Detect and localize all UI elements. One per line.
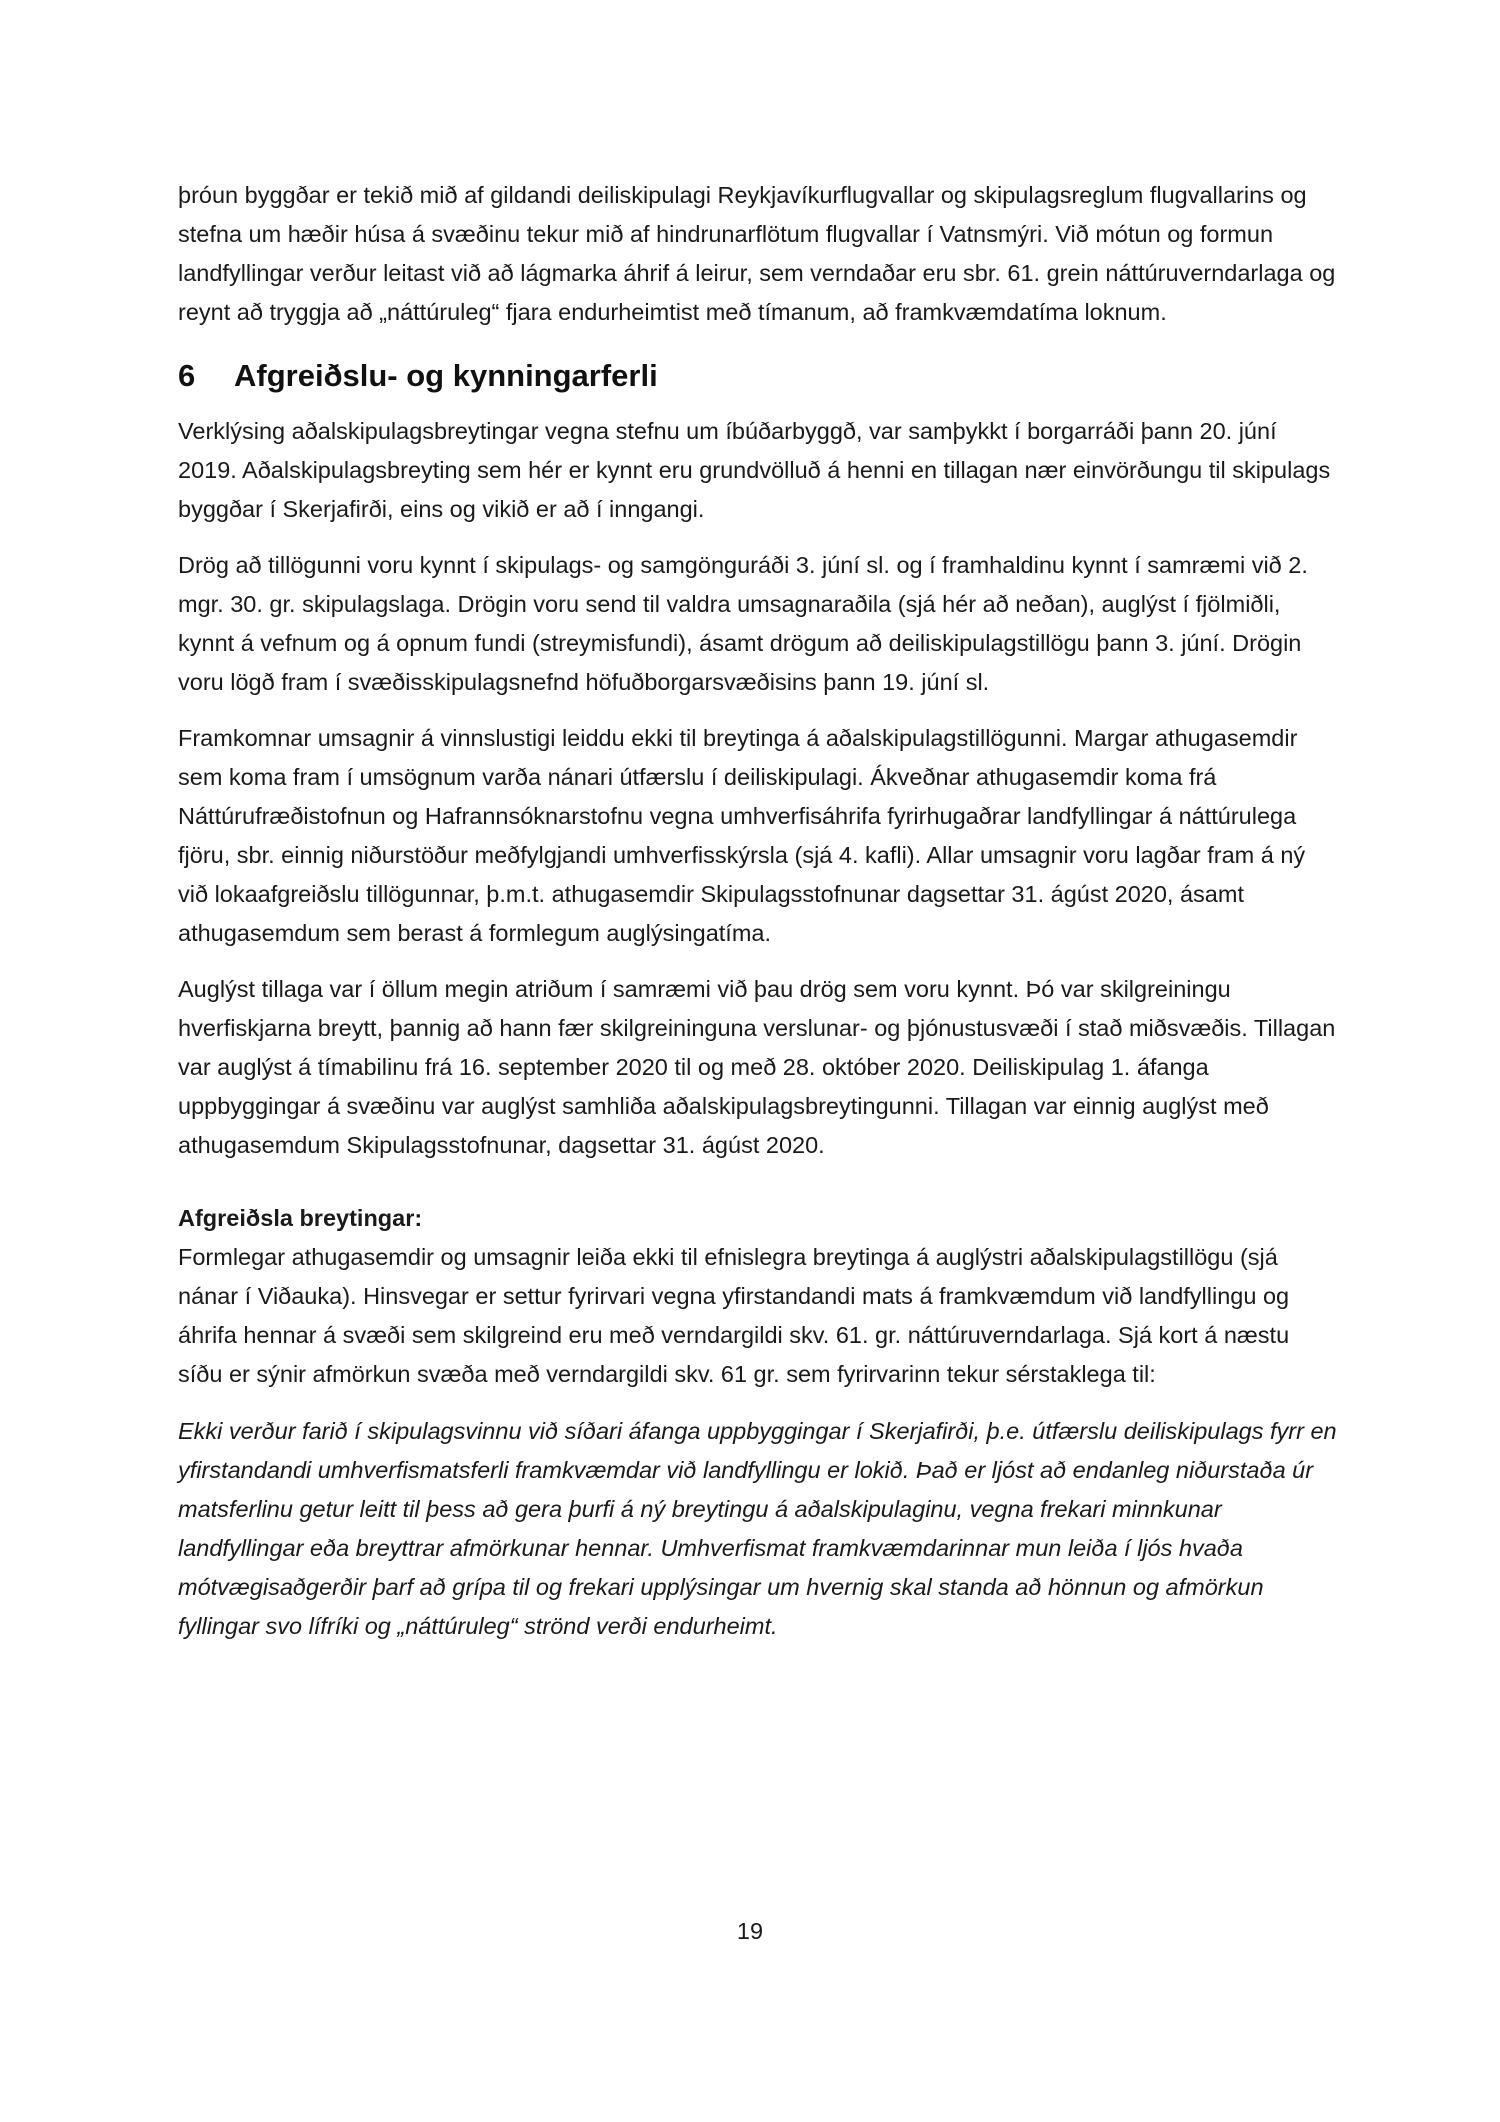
section-paragraph: Verklýsing aðalskipulagsbreytingar vegna stefnu um íbúðarbyggð, var samþykkt í borgarráði þann 20. júní 2019. Aðalskipulagsbreyting sem hér er kynnt eru grundvölluð á henni en tillagan nær einvörðungu til skipulags byggðar í Skerjafirði, eins og vikið er að í inngangi.: [178, 418, 1331, 522]
subsection-paragraph: Formlegar athugasemdir og umsagnir leiða ekki til efnislegra breytinga á auglýstri aðalskipulagstillögu (sjá nánar í Viðauka). Hinsvegar er settur fyrirvari vegna yfirstandandi mats á framkvæmdum við landfyllingu og áhrifa hennar á svæði sem skilgreind eru með verndargildi skv. 61. gr. náttúruverndarlaga. Sjá kort á næstu síðu er sýnir afmörkun svæða með verndargildi skv. 61 gr. sem fyrirvarinn tekur sérstaklega til:: [178, 1244, 1290, 1387]
intro-paragraph: þróun byggðar er tekið mið af gildandi deiliskipulagi Reykjavíkurflugvallar og skipulagsreglum flugvallarins og stefna um hæðir húsa á svæðinu tekur mið af hindrunarflötum flugvallar í Vatnsmýri. Við mótun og formun landfyllingar verður leitast við að lágmarka áhrif á leirur, sem verndaðar eru sbr. 61. grein náttúruverndarlaga og reynt að tryggja að „náttúruleg“ fjara endurheimtist með tímanum, að framkvæmdatíma loknum.: [178, 182, 1336, 325]
section-paragraph: Drög að tillögunni voru kynnt í skipulags- og samgönguráði 3. júní sl. og í framhaldinu kynnt í samræmi við 2. mgr. 30. gr. skipulagslaga. Drögin voru send til valdra umsagnaraðila (sjá hér að neðan), auglýst í fjölmiðli, kynnt á vefnum og á opnum fundi (streymisfundi), ásamt drögum að deiliskipulagstillögu þann 3. júní. Drögin voru lögð fram í svæðisskipulagsnefnd höfuðborgarsvæðisins þann 19. júní sl.: [178, 552, 1308, 695]
italic-paragraph: Ekki verður farið í skipulagsvinnu við síðari áfanga uppbyggingar í Skerjafirði, þ.e. útfærslu deiliskipulags fyrr en yfirstandandi umhverfismatsferli framkvæmdar við landfyllingu er lokið. Það er ljóst að endanleg niðurstaða úr matsferlinu getur leitt til þess að gera þurfi á ný breytingu á aðalskipulaginu, vegna frekari minnkunar landfyllingar eða breyttrar afmörkunar hennar. Umhverfismat framkvæmdarinnar mun leiða í ljós hvaða mótvægisaðgerðir þarf að grípa til og frekari upplýsingar um hvernig skal standa að hönnun og afmörkun fyllingar svo lífríki og „náttúruleg“ strönd verði endurheimt.: [178, 1418, 1337, 1639]
section-paragraph: Auglýst tillaga var í öllum megin atriðum í samræmi við þau drög sem voru kynnt. Þó var skilgreiningu hverfiskjarna breytt, þannig að hann fær skilgreininguna verslunar- og þjónustusvæði í stað miðsvæðis. Tillagan var auglýst á tímabilinu frá 16. september 2020 til og með 28. október 2020. Deiliskipulag 1. áfanga uppbyggingar á svæðinu var auglýst samhliða aðalskipulagsbreytingunni. Tillagan var einnig auglýst með athugasemdum Skipulagsstofnunar, dagsettar 31. ágúst 2020.: [178, 976, 1336, 1158]
section-paragraph: Framkomnar umsagnir á vinnslustigi leiddu ekki til breytinga á aðalskipulagstillögunni. Margar athugasemdir sem koma fram í umsögnum varða nánari útfærslu í deiliskipulagi. Ákveðnar athugasemdir koma frá Náttúrufræðistofnun og Hafrannsóknarstofnu vegna umhverfisáhrifa fyrirhugaðrar landfyllingar á náttúrulega fjöru, sbr. einnig niðurstöður meðfylgjandi umhverfisskýrsla (sjá 4. kafli). Allar umsagnir voru lagðar fram á ný við lokaafgreiðslu tillögunnar, þ.m.t. athugasemdir Skipulagsstofnunar dagsettar 31. ágúst 2020, ásamt athugasemdum sem berast á formlegum auglýsingatíma.: [178, 725, 1306, 946]
page-number: 19: [736, 1918, 764, 1944]
section-number: 6: [178, 358, 196, 393]
subsection-heading: Afgreiðsla breytingar:: [178, 1205, 423, 1231]
section-title: Afgreiðslu- og kynningarferli: [234, 358, 658, 393]
document-page: [178, 176, 1338, 1646]
section-heading: [178, 354, 1338, 398]
